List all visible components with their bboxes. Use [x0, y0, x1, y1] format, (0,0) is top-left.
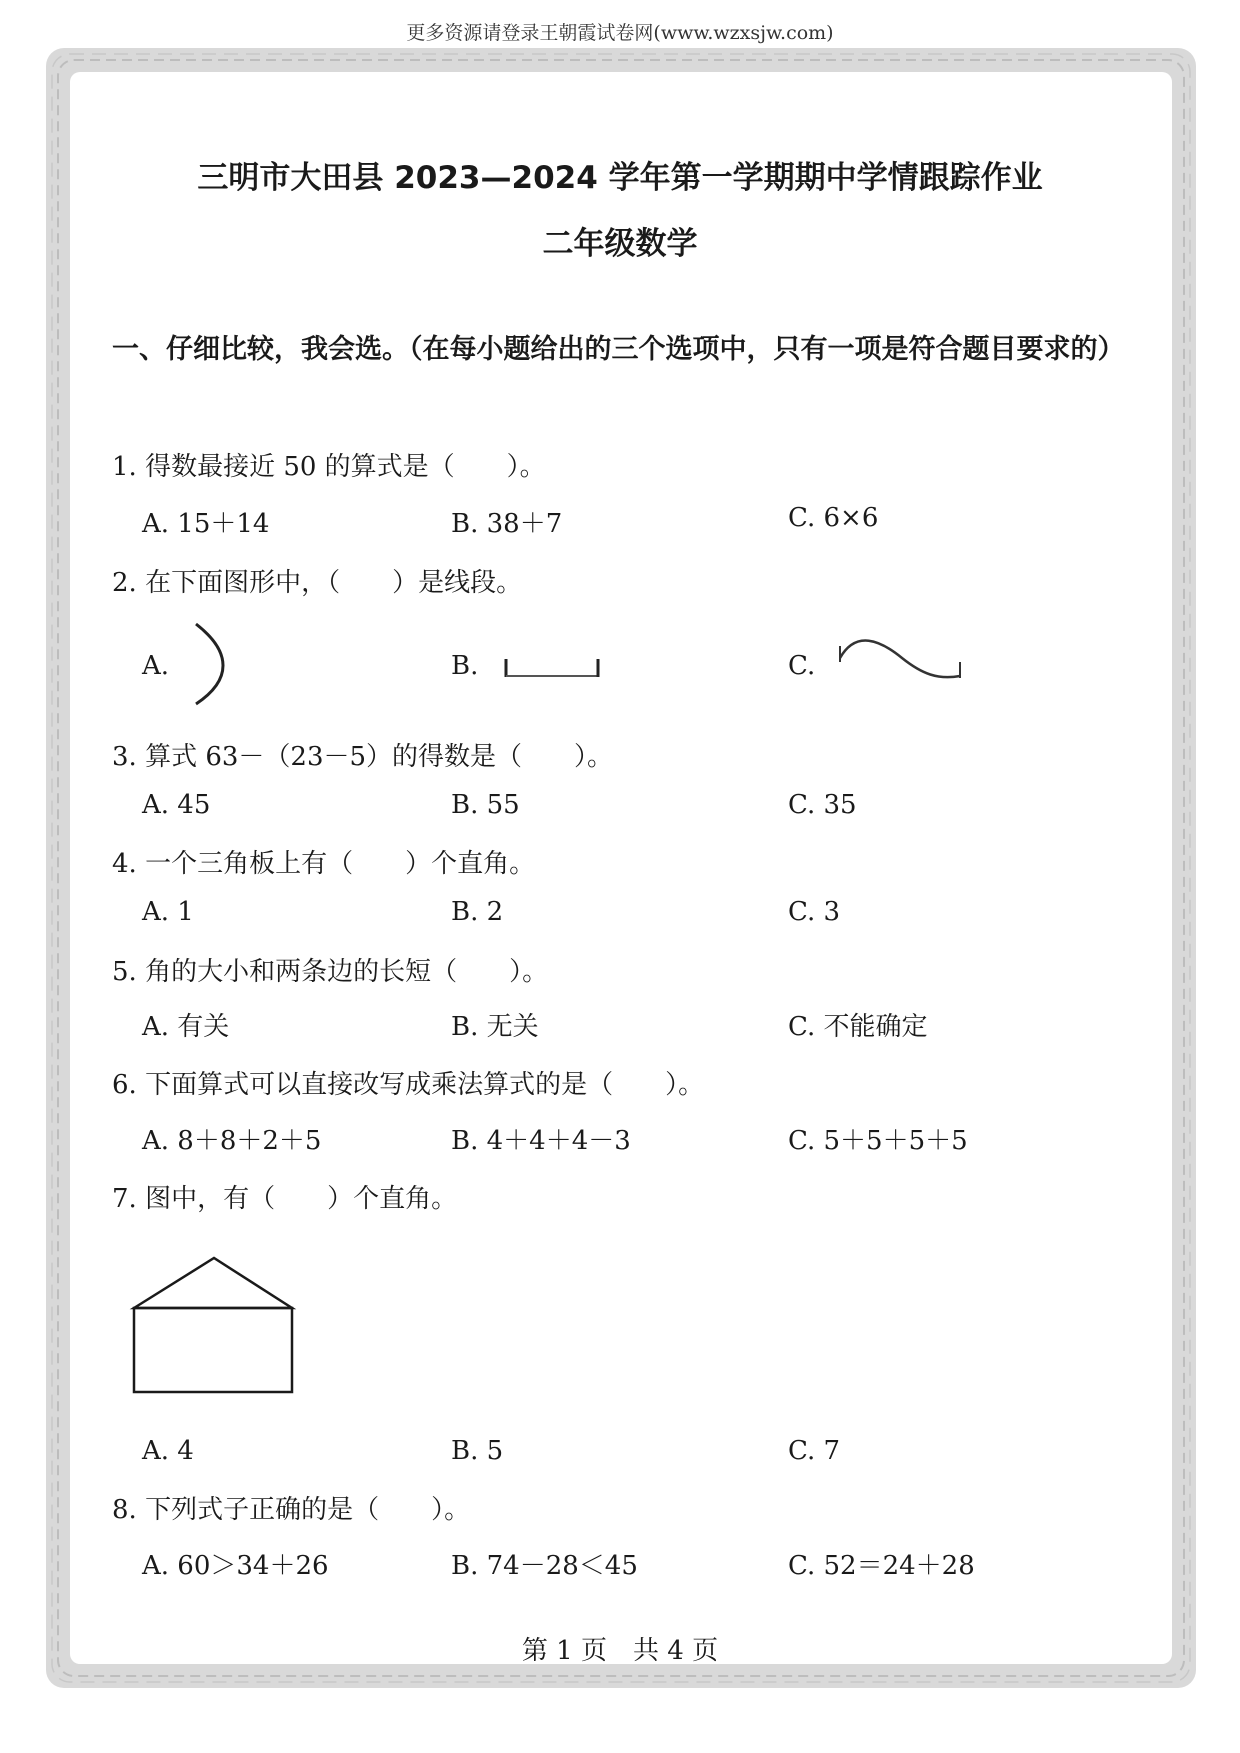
q6-option-a: A. 8＋8＋2＋5: [142, 1126, 322, 1156]
q5-option-c: C. 不能确定: [788, 1012, 928, 1042]
q2-option-b: B.: [451, 651, 479, 681]
q4-option-b: B. 2: [451, 897, 504, 927]
q7-option-a: A. 4: [142, 1436, 194, 1466]
q8-option-a: A. 60＞34＋26: [142, 1551, 329, 1581]
q5-option-b: B. 无关: [451, 1012, 539, 1042]
section-heading: 一、仔细比较，我会选。（在每小题给出的三个选项中，只有一项是符合题目要求的）: [112, 334, 1125, 365]
header-note: 更多资源请登录王朝霞试卷网(www.wzxsjw.com): [406, 22, 834, 44]
q2-option-a: A.: [142, 651, 170, 681]
q3-option-a: A. 45: [142, 790, 211, 820]
q4-option-a: A. 1: [142, 897, 194, 927]
q3-option-b: B. 55: [451, 790, 520, 820]
question-3: 3. 算式 63－（23－5）的得数是（ ）。: [112, 742, 614, 772]
line-segment-figure: [503, 656, 603, 680]
curve-figure: [192, 622, 232, 706]
question-7: 7. 图中，有（ ）个直角。: [112, 1184, 458, 1214]
question-5: 5. 角的大小和两条边的长短（ ）。: [112, 957, 549, 987]
page-footer: 第 1 页 共 4 页: [521, 1636, 719, 1666]
q6-option-b: B. 4＋4＋4－3: [451, 1126, 631, 1156]
wave-line-figure: [836, 636, 964, 682]
q7-option-b: B. 5: [451, 1436, 504, 1466]
q8-option-c: C. 52＝24＋28: [788, 1551, 975, 1581]
q4-option-c: C. 3: [788, 897, 841, 927]
q2-option-c: C.: [788, 651, 816, 681]
q8-option-b: B. 74－28＜45: [451, 1551, 638, 1581]
q5-option-a: A. 有关: [142, 1012, 230, 1042]
question-2: 2. 在下面图形中，（ ）是线段。: [112, 568, 523, 598]
question-1: 1. 得数最接近 50 的算式是（ ）。: [112, 452, 546, 482]
q6-option-c: C. 5＋5＋5＋5: [788, 1126, 968, 1156]
question-4: 4. 一个三角板上有（ ）个直角。: [112, 849, 536, 879]
q1-option-c: C. 6×6: [788, 503, 879, 533]
q1-option-a: A. 15＋14: [142, 509, 270, 539]
q7-option-c: C. 7: [788, 1436, 841, 1466]
q3-option-c: C. 35: [788, 790, 857, 820]
q1-option-b: B. 38＋7: [451, 509, 563, 539]
question-6: 6. 下面算式可以直接改写成乘法算式的是（ ）。: [112, 1070, 705, 1100]
house-shape-figure: [132, 1254, 296, 1396]
exam-title: 三明市大田县 2023—2024 学年第一学期期中学情跟踪作业: [197, 160, 1043, 196]
question-8: 8. 下列式子正确的是（ ）。: [112, 1495, 471, 1525]
exam-subtitle: 二年级数学: [542, 226, 698, 262]
